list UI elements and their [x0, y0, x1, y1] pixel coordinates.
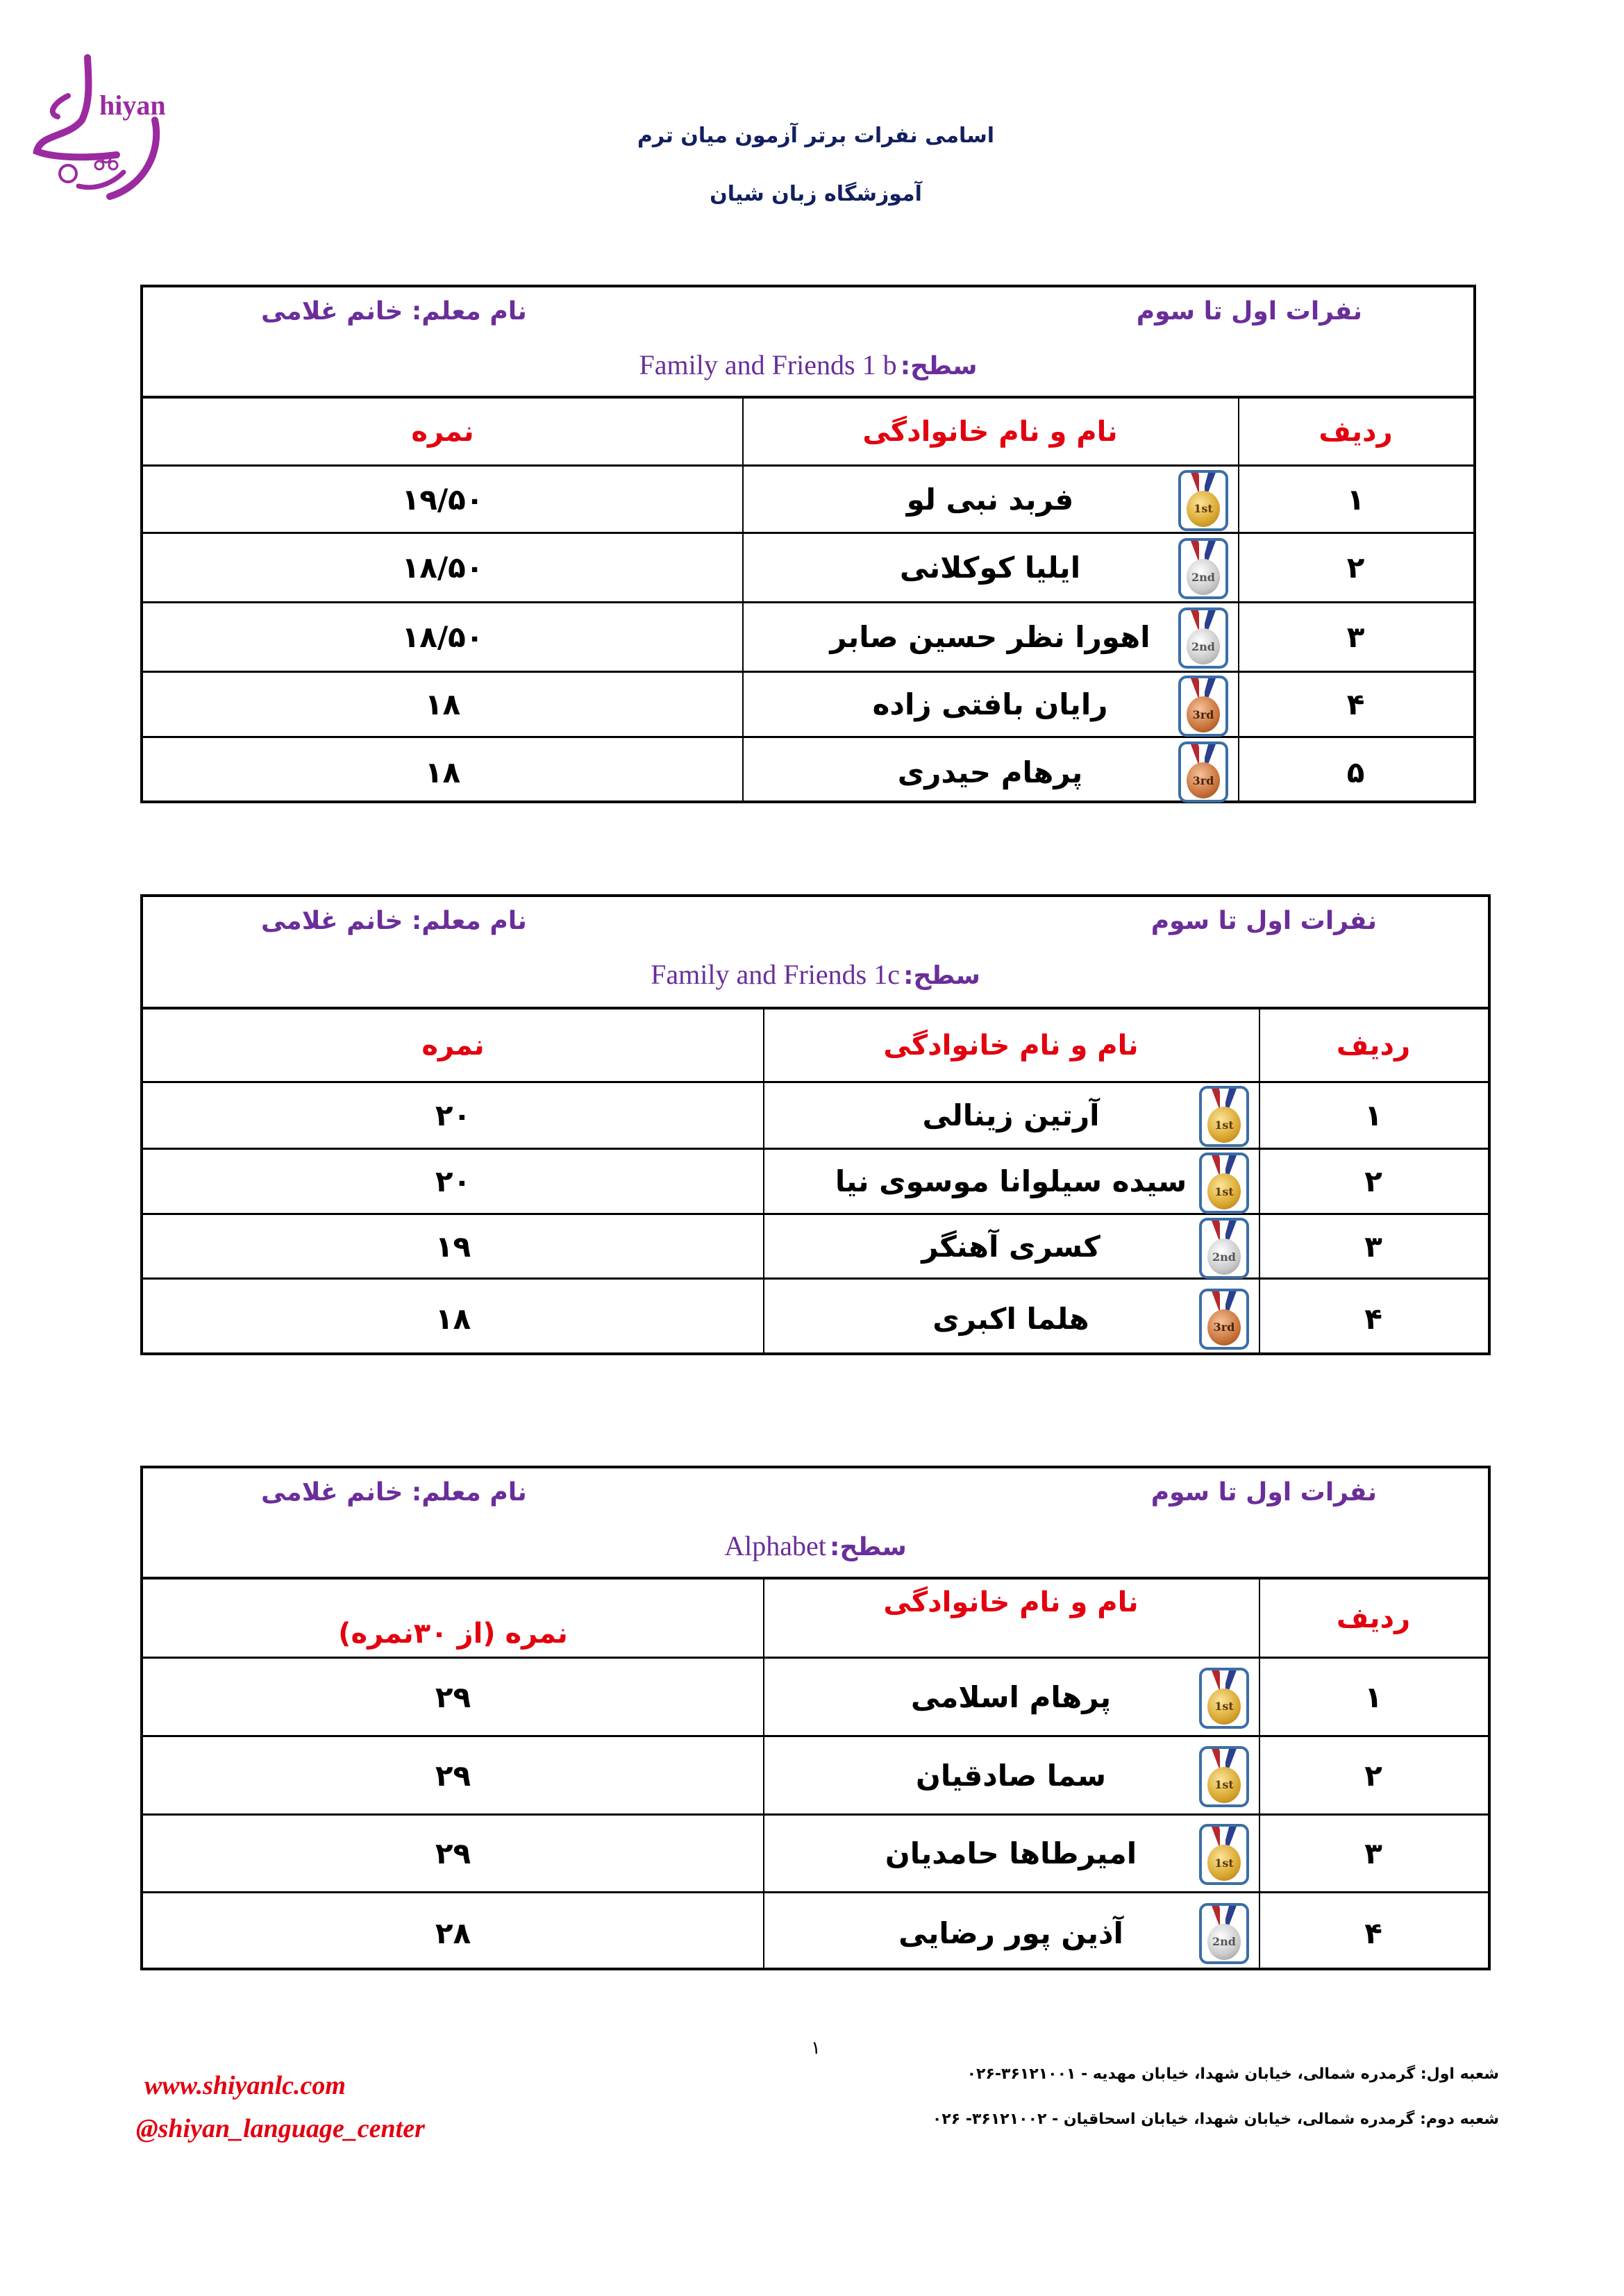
- level-label: سطح:: [829, 1533, 907, 1561]
- medal-label: 2nd: [1187, 559, 1220, 595]
- score-cell: ۱۹: [435, 1229, 471, 1264]
- column-divider: [763, 1009, 764, 1352]
- student-name: آذین پور رضایی: [898, 1916, 1123, 1950]
- student-name: سما صادقیان: [915, 1758, 1107, 1793]
- page-number: ۱: [811, 2038, 821, 2059]
- table-header: [143, 897, 1488, 1009]
- table-row: [143, 673, 1473, 738]
- results-table-2: [140, 894, 1491, 1355]
- student-name: کسری آهنگر: [921, 1229, 1100, 1264]
- table-row: [143, 534, 1473, 603]
- column-divider: [763, 1579, 764, 1968]
- score-cell: ۲۹: [435, 1758, 471, 1793]
- level-line: [143, 349, 1473, 381]
- medal-label: 1st: [1207, 1107, 1241, 1143]
- rank-cell: ۳: [1364, 1836, 1382, 1870]
- rank-cell: ۳: [1346, 620, 1365, 654]
- table-row: [143, 603, 1473, 673]
- gold-medal-icon: [1199, 1824, 1249, 1885]
- branch-2-address: شعبه دوم: گرمدره شمالی، خیابان شهدا، خیابان اسحاقیان - ۳۶۱۲۱۰۰۲- ۰۲۶: [932, 2111, 1499, 2128]
- instagram-handle[interactable]: @shiyan_language_center: [136, 2114, 425, 2143]
- silver-medal-icon: [1199, 1218, 1249, 1279]
- silver-medal-icon: [1178, 538, 1228, 599]
- column-divider: [1238, 399, 1239, 801]
- student-name: هلما اکبری: [932, 1302, 1089, 1336]
- table-row: [143, 467, 1473, 534]
- level-label: سطح:: [900, 352, 978, 380]
- level-value: Alphabet: [724, 1530, 826, 1561]
- student-name: فربد نبی لو: [906, 482, 1074, 517]
- page-title: اسامی نفرات برتر آزمون میان ترم: [637, 124, 995, 148]
- medal-label: 1st: [1207, 1689, 1241, 1725]
- student-name: اهورا نظر حسین صابر: [830, 620, 1150, 654]
- website-link[interactable]: www.shiyanlc.com: [144, 2071, 346, 2100]
- rank-cell: ۵: [1346, 755, 1365, 789]
- medal-label: 1st: [1207, 1173, 1241, 1209]
- rank-cell: ۱: [1364, 1098, 1382, 1132]
- medal-label: 2nd: [1187, 628, 1220, 664]
- school-logo: [26, 54, 172, 200]
- score-cell: ۲۸: [435, 1916, 471, 1950]
- bronze-medal-icon: [1199, 1289, 1249, 1350]
- gold-medal-icon: [1199, 1153, 1249, 1214]
- table-header: [143, 287, 1473, 399]
- medal-label: 2nd: [1207, 1239, 1241, 1275]
- medal-label: 1st: [1207, 1845, 1241, 1881]
- rank-cell: ۲: [1364, 1164, 1382, 1198]
- col-score-header: نمره (از ۳۰نمره): [338, 1618, 568, 1650]
- gold-medal-icon: [1199, 1086, 1249, 1147]
- medal-label: 1st: [1187, 491, 1220, 527]
- table-heading: نفرات اول تا سوم: [1150, 907, 1377, 935]
- silver-medal-icon: [1199, 1903, 1249, 1964]
- score-cell: ۱۸: [424, 755, 461, 789]
- teacher-name: نام معلم: خانم غلامی: [261, 1478, 527, 1507]
- results-table-3: [140, 1466, 1491, 1970]
- rank-cell: ۱: [1346, 482, 1365, 517]
- silver-medal-icon: [1178, 607, 1228, 669]
- rank-cell: ۱: [1364, 1679, 1382, 1714]
- rank-cell: ۲: [1364, 1758, 1382, 1793]
- column-header-row: [143, 399, 1473, 467]
- student-name: پرهام حیدری: [897, 755, 1083, 789]
- rank-cell: ۲: [1346, 551, 1365, 585]
- table-heading: نفرات اول تا سوم: [1150, 1478, 1377, 1507]
- col-name-header: نام و نام خانوادگی: [883, 1586, 1139, 1618]
- column-divider: [742, 399, 744, 801]
- table-header: [143, 1468, 1488, 1579]
- medal-label: 2nd: [1207, 1924, 1241, 1960]
- table-row: [143, 1083, 1488, 1150]
- table-row: [143, 1150, 1488, 1215]
- score-cell: ۱۹/۵۰: [401, 482, 484, 517]
- col-name-header: نام و نام خانوادگی: [862, 415, 1118, 448]
- score-cell: ۲۰: [435, 1164, 471, 1198]
- student-name: سیده سیلوانا موسوی نیا: [835, 1164, 1187, 1198]
- page-subtitle: آموزشگاه زبان شیان: [710, 182, 922, 206]
- medal-label: 3rd: [1187, 762, 1220, 798]
- medal-label: 3rd: [1207, 1309, 1241, 1346]
- logo-calligraphy-icon: [26, 54, 172, 200]
- table-row: [143, 1816, 1488, 1893]
- table-row: [143, 1737, 1488, 1816]
- bronze-medal-icon: [1178, 741, 1228, 803]
- rank-cell: ۴: [1364, 1302, 1382, 1336]
- bronze-medal-icon: [1178, 676, 1228, 737]
- student-name: ایلیا کوکلانی: [899, 551, 1081, 585]
- column-header-row: [143, 1009, 1488, 1083]
- gold-medal-icon: [1199, 1746, 1249, 1807]
- student-name: پرهام اسلامی: [910, 1679, 1112, 1714]
- score-cell: ۱۸: [424, 687, 461, 721]
- gold-medal-icon: [1178, 470, 1228, 531]
- score-cell: ۱۸/۵۰: [401, 551, 484, 585]
- col-name-header: نام و نام خانوادگی: [883, 1029, 1139, 1062]
- student-name: رایان بافتی زاده: [872, 687, 1108, 721]
- branch-1-address: شعبه اول: گرمدره شمالی، خیابان شهدا، خیابان مهدیه - ۳۶۱۲۱۰۰۱-۰۲۶: [966, 2065, 1499, 2083]
- col-rank-header: ردیف: [1336, 1029, 1411, 1062]
- score-cell: ۲۹: [435, 1679, 471, 1714]
- table-row: [143, 1215, 1488, 1280]
- col-score-header: نمره: [411, 415, 474, 448]
- table-row: [143, 1893, 1488, 1973]
- gold-medal-icon: [1199, 1668, 1249, 1729]
- rank-cell: ۴: [1346, 687, 1365, 721]
- score-cell: ۱۸/۵۰: [401, 620, 484, 654]
- table-row: [143, 738, 1473, 806]
- student-name: امیرطاها حامدیان: [885, 1836, 1137, 1870]
- table-row: [143, 1659, 1488, 1737]
- teacher-name: نام معلم: خانم غلامی: [261, 907, 527, 935]
- col-rank-header: ردیف: [1336, 1602, 1411, 1634]
- level-line: [143, 958, 1488, 991]
- level-value: Family and Friends 1 b: [639, 349, 897, 380]
- medal-label: 1st: [1207, 1767, 1241, 1803]
- column-divider: [1259, 1009, 1260, 1352]
- medal-label: 3rd: [1187, 696, 1220, 732]
- teacher-name: نام معلم: خانم غلامی: [261, 297, 527, 326]
- column-header-row: [143, 1579, 1488, 1659]
- student-name: آرتین زینالی: [922, 1098, 1100, 1132]
- level-label: سطح:: [903, 962, 980, 990]
- rank-cell: ۳: [1364, 1229, 1382, 1264]
- score-cell: ۲۹: [435, 1836, 471, 1870]
- score-cell: ۲۰: [435, 1098, 471, 1132]
- column-divider: [1259, 1579, 1260, 1968]
- level-value: Family and Friends 1c: [651, 959, 900, 990]
- logo-text: hiyan: [99, 90, 166, 121]
- score-cell: ۱۸: [435, 1302, 471, 1336]
- col-score-header: نمره: [421, 1029, 485, 1062]
- table-heading: نفرات اول تا سوم: [1136, 297, 1362, 326]
- rank-cell: ۴: [1364, 1916, 1382, 1950]
- table-row: [143, 1280, 1488, 1358]
- results-table-1: [140, 285, 1476, 803]
- col-rank-header: ردیف: [1319, 415, 1393, 448]
- level-line: [143, 1530, 1488, 1562]
